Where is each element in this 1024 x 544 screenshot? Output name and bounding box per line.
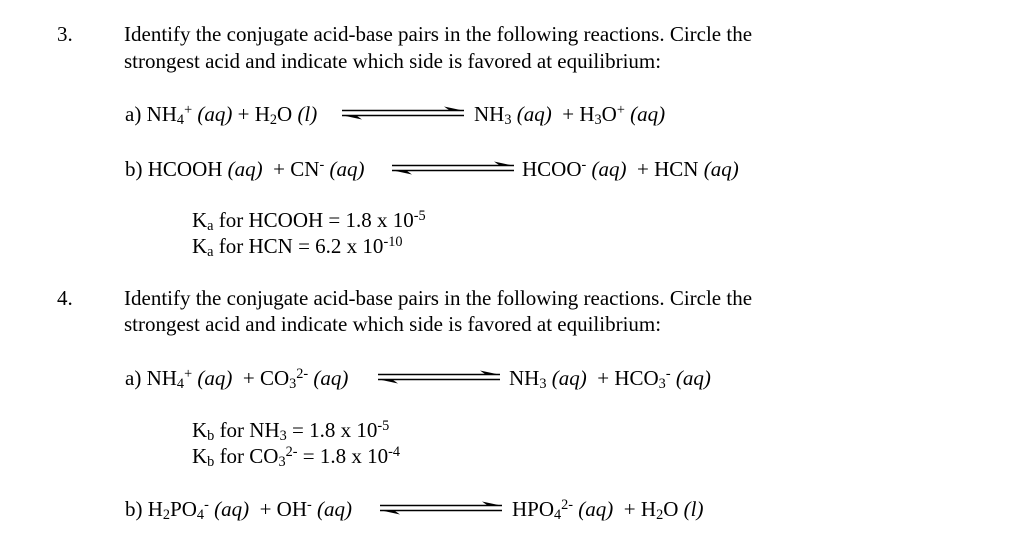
q4-reaction-b-products: $HPO_4^{2-}$ $(aq) + H_2O$ (l)	[512, 496, 704, 524]
ka-hcooh: $K_a$ for HCOOH = 1.8 x $10^{-5}$	[192, 207, 426, 235]
q4-reaction-a-reactants: a) $NH_4^+$ $(aq) + CO_3^{2-}$ (aq)	[125, 365, 349, 393]
question-4-instruction-line-1: Identify the conjugate acid-base pairs in the following reactions. Circle the	[124, 286, 753, 310]
q3-reaction-a-products: $NH_3$ $(aq) + H_3O^+$ (aq)	[474, 101, 666, 129]
q3-reaction-b-reactants: b) HCOOH (aq) + CN- (aq)	[125, 156, 365, 181]
q4-reaction-a-products: $NH_3$ $(aq) + HCO_3^-$ (aq)	[509, 365, 711, 393]
q3-reaction-a-reactants: a) $NH_4^+$ $(aq) + H_2O$ (l)	[125, 101, 318, 129]
question-3-instruction-line-1: Identify the conjugate acid-base pairs in the following reactions. Circle the	[124, 22, 753, 46]
question-4-instruction-line-2: strongest acid and indicate which side is favored at equilibrium:	[124, 312, 662, 336]
q3-reaction-b-products: HCOO- (aq) + HCN (aq)	[522, 156, 739, 181]
q4-reaction-b-reactants: b) $H_2PO_4^-$ (aq) + OH- (aq)	[125, 496, 353, 524]
equilibrium-arrow-icon	[377, 370, 501, 384]
kb-nh3: $K_b$ for $NH_3 = 1.8$ x $10^{-5}$	[192, 417, 390, 445]
kb-co3: $K_b$ for $CO_3^{2-} = 1.8$ x $10^{-4}$	[192, 443, 400, 471]
equilibrium-arrow-icon	[379, 501, 503, 515]
equilibrium-arrow-icon	[341, 106, 465, 120]
equilibrium-arrow-icon	[391, 161, 515, 175]
question-3-number: 3.	[57, 22, 73, 46]
question-3-instruction-line-2: strongest acid and indicate which side is favored at equilibrium:	[124, 49, 662, 73]
question-4-number: 4.	[57, 286, 73, 310]
ka-hcn: $K_a$ for HCN = 6.2 x $10^{-10}$	[192, 233, 403, 261]
